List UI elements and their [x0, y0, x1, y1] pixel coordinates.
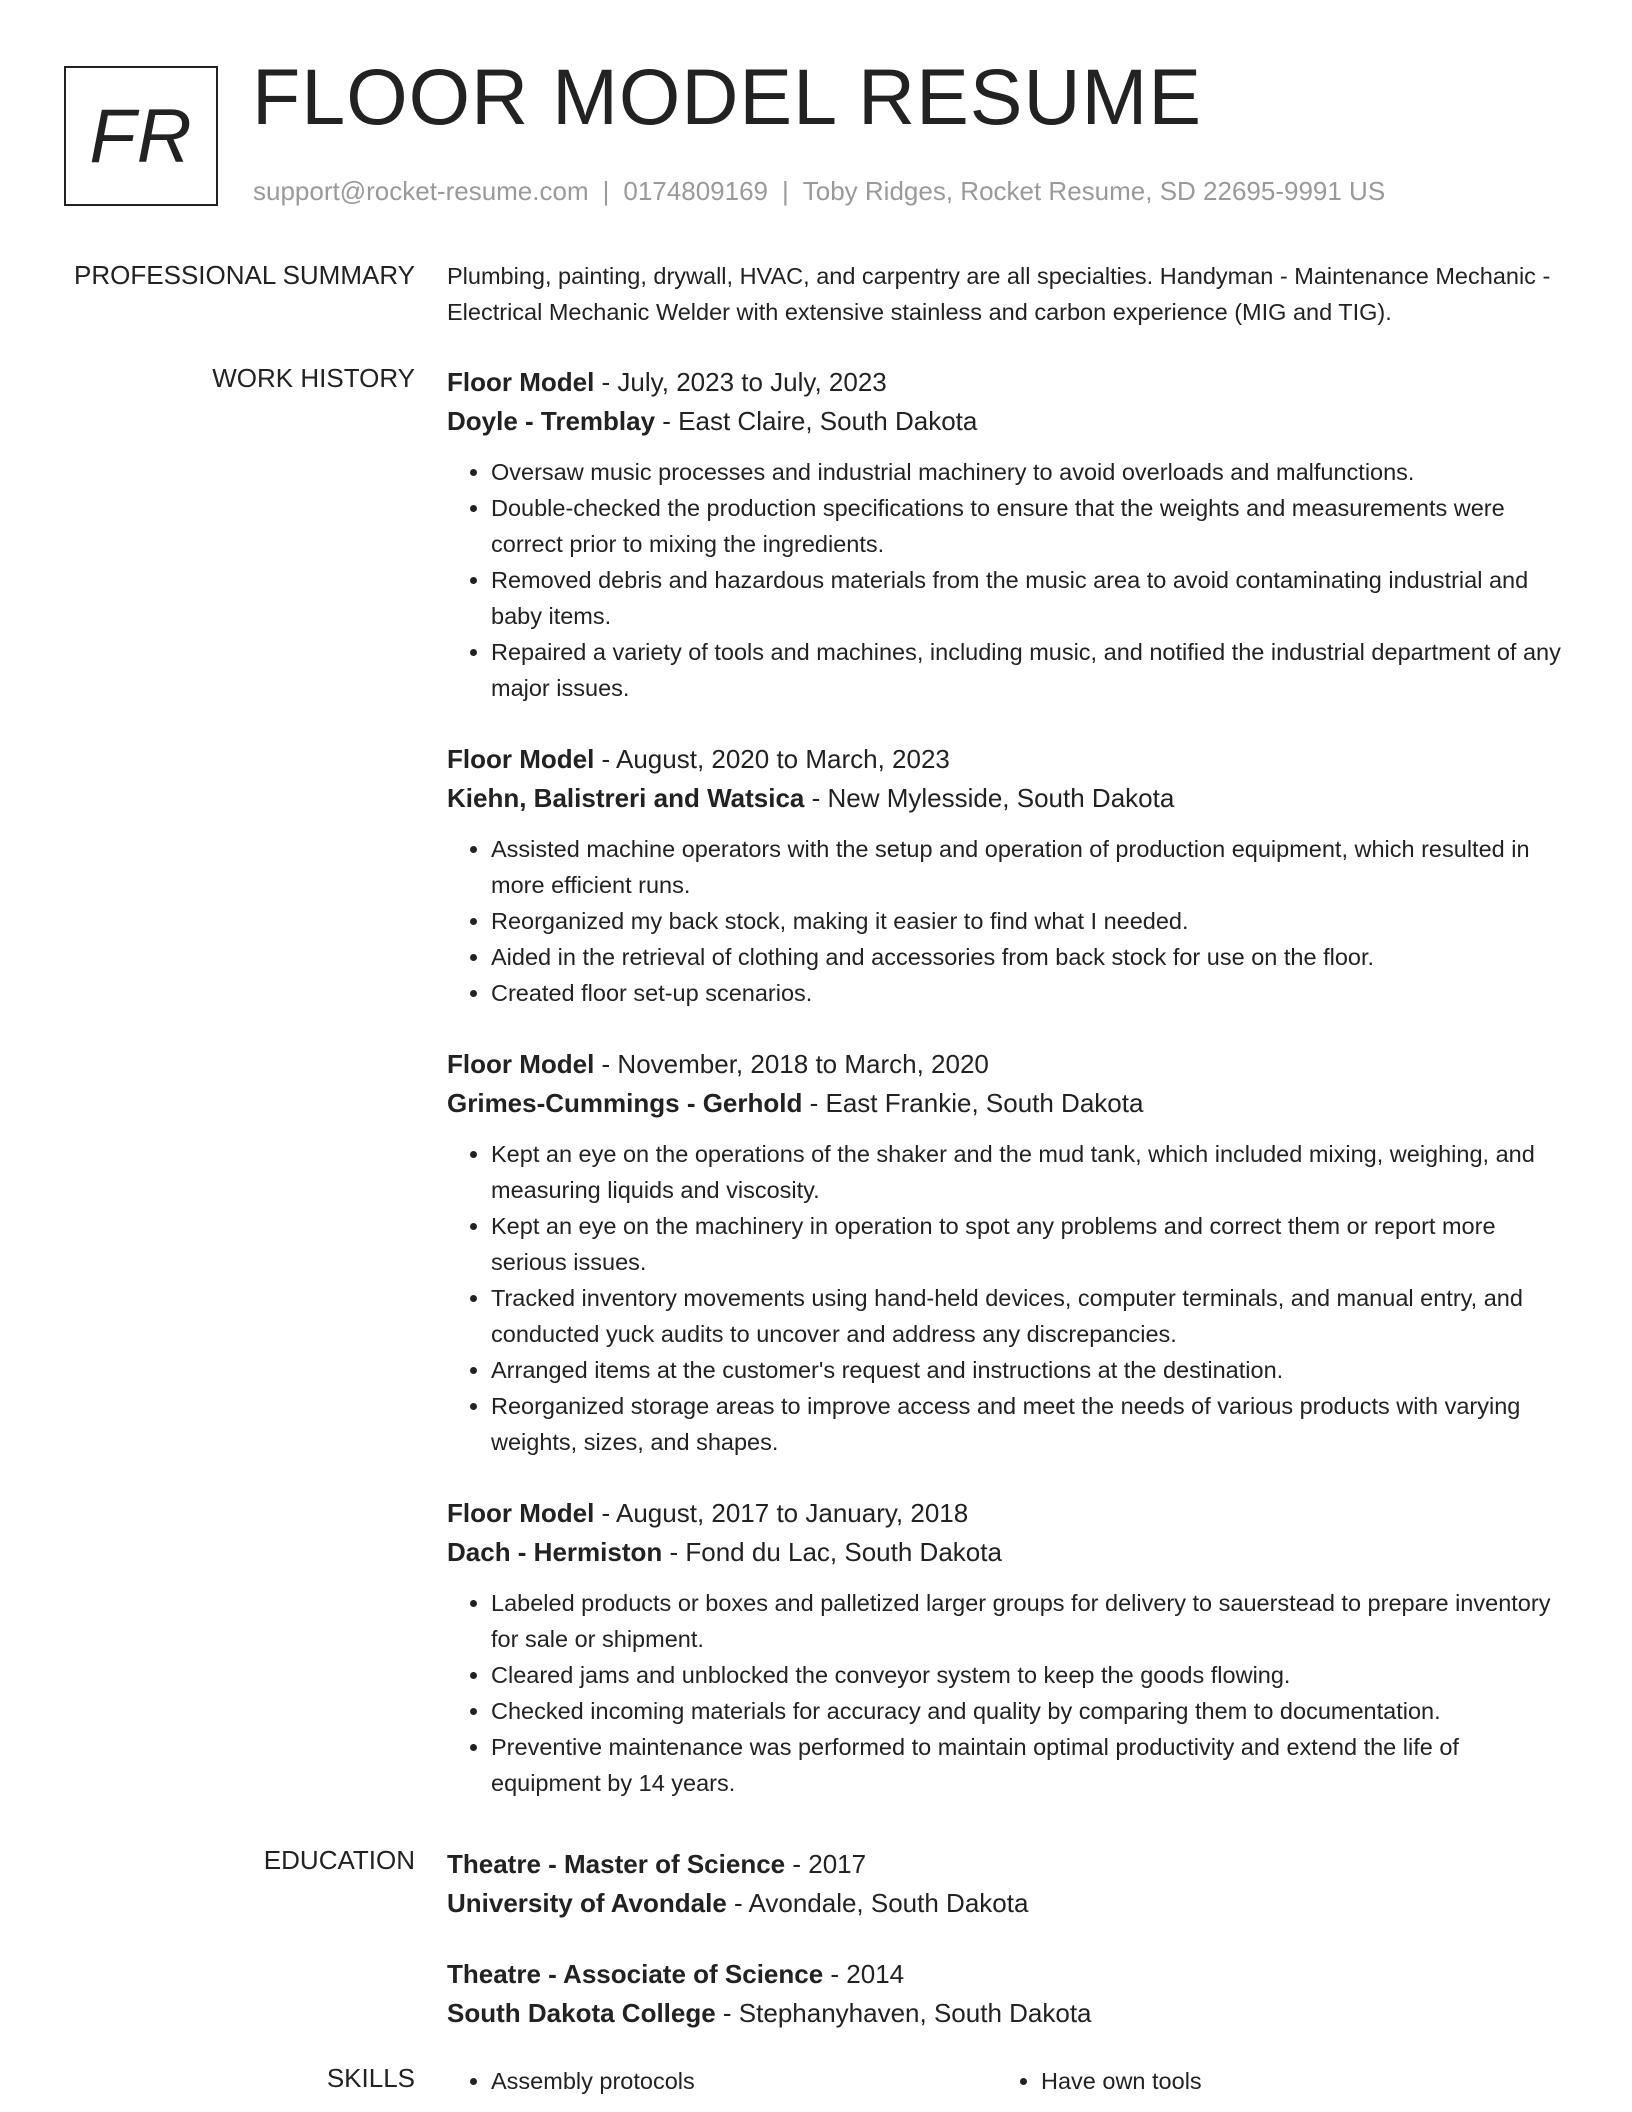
contact-separator: |: [602, 176, 610, 206]
list-item: • Created floor set-up scenarios.: [491, 975, 1567, 1011]
skills-columns: [447, 2063, 1567, 2099]
job-title: Floor Model: [447, 1498, 595, 1528]
job-title-line: [447, 363, 1567, 402]
list-item: • Preventive maintenance was performed to maintain optimal productivity and extend the life of equipment by 14 years.: [491, 1729, 1567, 1801]
education-location: - Avondale, South Dakota: [726, 1888, 1029, 1918]
list-item: • Removed debris and hazardous materials from the music area to avoid contaminating industrial and baby items.: [491, 562, 1567, 634]
job-company-line: [447, 402, 1567, 441]
summary-text: Plumbing, painting, drywall, HVAC, and carpentry are all specialties. Handyman - Maintenance Mechanic - Electrical Mechanic Welder with extensive stainless and carbon experience (MIG and TIG).: [447, 263, 1551, 325]
education-body: [447, 1845, 1567, 2065]
education-location: - Stephanyhaven, South Dakota: [715, 1998, 1092, 2028]
job-bullets: [447, 454, 1567, 706]
contact-email: support@rocket-resume.com: [253, 176, 589, 206]
job-entry: [447, 1045, 1567, 1460]
list-item: • Checked incoming materials for accuracy and quality by comparing them to documentation.: [491, 1693, 1567, 1729]
job-location: - Fond du Lac, South Dakota: [662, 1537, 1002, 1567]
job-location: - East Claire, South Dakota: [655, 406, 978, 436]
job-company-line: [447, 779, 1567, 818]
education-school: South Dakota College: [447, 1998, 716, 2028]
contact-phone: 0174809169: [623, 176, 768, 206]
list-item: • Reorganized my back stock, making it easier to find what I needed.: [491, 903, 1567, 939]
job-title: Floor Model: [447, 744, 595, 774]
education-degree: Theatre - Master of Science: [447, 1849, 786, 1879]
list-item: • Repaired a variety of tools and machines, including music, and notified the industrial department of any major issues.: [491, 634, 1567, 706]
section-label-summary: PROFESSIONAL SUMMARY: [74, 260, 415, 290]
job-entry: [447, 363, 1567, 706]
education-entry: [447, 1845, 1567, 1923]
job-bullets: [447, 1136, 1567, 1460]
job-dates: - August, 2020 to March, 2023: [594, 744, 950, 774]
education-school-line: [447, 1994, 1567, 2033]
list-item: • Oversaw music processes and industrial machinery to avoid overloads and malfunctions.: [491, 454, 1567, 490]
job-dates: - August, 2017 to January, 2018: [594, 1498, 969, 1528]
list-item: • Assisted machine operators with the setup and operation of production equipment, which resulted in more efficient runs.: [491, 831, 1567, 903]
education-degree: Theatre - Associate of Science: [447, 1959, 824, 1989]
job-entry: [447, 740, 1567, 1011]
job-bullets: [447, 1585, 1567, 1801]
list-item: • Reorganized storage areas to improve access and meet the needs of various products with varying weights, sizes, and shapes.: [491, 1388, 1567, 1460]
job-title-line: [447, 1045, 1567, 1084]
section-label-skills: SKILLS: [326, 2063, 415, 2093]
skills-list-left: [447, 2063, 997, 2099]
job-dates: - November, 2018 to March, 2020: [594, 1049, 989, 1079]
job-company-line: [447, 1084, 1567, 1123]
job-title-line: [447, 1494, 1567, 1533]
job-title: Floor Model: [447, 1049, 595, 1079]
education-school: University of Avondale: [447, 1888, 727, 1918]
education-year: - 2017: [785, 1849, 867, 1879]
job-company: Dach - Hermiston: [447, 1537, 663, 1567]
skills-body: [447, 2063, 1567, 2099]
job-company-line: [447, 1533, 1567, 1572]
list-item: • Arranged items at the customer's request and instructions at the destination.: [491, 1352, 1567, 1388]
list-item: • Labeled products or boxes and palletized larger groups for delivery to sauerstead to prepare inventory for sale or shipment.: [491, 1585, 1567, 1657]
list-item: • Kept an eye on the machinery in operation to spot any problems and correct them or report more serious issues.: [491, 1208, 1567, 1280]
skill-item: • Assembly protocols: [491, 2063, 997, 2099]
contact-line: [253, 176, 1385, 207]
summary-body: [447, 260, 1567, 330]
list-item: • Tracked inventory movements using hand-held devices, computer terminals, and manual entry, and conducted yuck audits to uncover and address any discrepancies.: [491, 1280, 1567, 1352]
list-item: • Cleared jams and unblocked the conveyor system to keep the goods flowing.: [491, 1657, 1567, 1693]
monogram-logo: FR: [64, 66, 218, 206]
job-location: - East Frankie, South Dakota: [802, 1088, 1144, 1118]
list-item: • Double-checked the production specifications to ensure that the weights and measurements were correct prior to mixing the ingredients.: [491, 490, 1567, 562]
list-item: • Aided in the retrieval of clothing and accessories from back stock for use on the floor.: [491, 939, 1567, 975]
work-history-body: [447, 363, 1567, 1835]
education-school-line: [447, 1884, 1567, 1923]
job-company: Doyle - Tremblay: [447, 406, 656, 436]
job-dates: - July, 2023 to July, 2023: [594, 367, 887, 397]
skill-item: • Have own tools: [1041, 2063, 1547, 2099]
contact-separator: |: [782, 176, 789, 206]
section-label-work-history: WORK HISTORY: [212, 363, 415, 393]
job-company: Grimes-Cummings - Gerhold: [447, 1088, 803, 1118]
job-title-line: [447, 740, 1567, 779]
education-entry: [447, 1955, 1567, 2033]
education-degree-line: [447, 1845, 1567, 1884]
resume-title: FLOOR MODEL RESUME: [252, 52, 1203, 141]
section-label-education: EDUCATION: [263, 1845, 415, 1875]
list-item: • Kept an eye on the operations of the shaker and the mud tank, which included mixing, weighing, and measuring liquids and viscosity.: [491, 1136, 1567, 1208]
job-location: - New Mylesside, South Dakota: [804, 783, 1175, 813]
job-company: Kiehn, Balistreri and Watsica: [447, 783, 805, 813]
education-degree-line: [447, 1955, 1567, 1994]
job-title: Floor Model: [447, 367, 595, 397]
job-entry: [447, 1494, 1567, 1801]
education-year: - 2014: [823, 1959, 905, 1989]
job-bullets: [447, 831, 1567, 1011]
skills-list-right: [997, 2063, 1547, 2099]
contact-address: Toby Ridges, Rocket Resume, SD 22695-9991 US: [802, 176, 1386, 206]
